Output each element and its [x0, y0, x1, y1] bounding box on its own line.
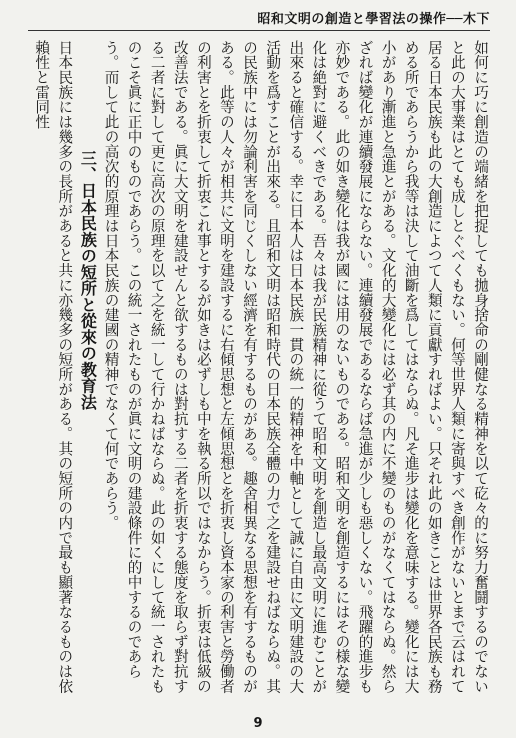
page-number: 9: [253, 716, 263, 731]
running-header: 下木──作操の法習學と造創の明文和昭: [257, 12, 490, 27]
body-paragraph: 如何に巧に創造の端緒を把捉しても拋身捨命の剛健なる精神を以て矻々的に努力奮鬪するのでないと此の大事業はとても成しとぐべくもない。何等世界人類に寄與すべき創作がないとまで云はれて居る日本民族も此の大創造によつて人類に貢獻すればよい。只それ此の如きことは世界各民族も務める所であらうから我等は決して油斷を爲してはならぬ。凡そ進步は變化を意味する。變化には大小があり漸進と急進とがある。文化的大變化には必ず其の内に不變のものがなくてはならぬ。然らざれば變化が連續發展にならない。連續發展であるならば急進が少しも惡しくない。飛躍的進步も亦妙である。此の如き變化は我が國には用のないものである。昭和文明を創造するにはその様な變化は絶對に避くべきである。吾々は我が民族精神に從うて昭和文明を創造し最高文明に進むことが出來ると確信する。幸に日本人は日本民族一貫の統一的精神を中軸として誠に自由に文明建設の大活動を爲すことが出來る。且昭和文明は昭和時代の日本民族全體の力で之を建設せねばならぬ。其の民族中には勿論利害を同じくしない經濟を有するものがある。趣舍相異なる思想を有するものがある。此等の人々が相共に文明を建設するに右傾思想と左傾思想とを折衷し資本家の利害と勞働者の利害とを折衷して折衷これ事とするが如きは必ずしも中を執る所以ではなからう。折衷は低級の改善法である。眞に大文明を建設せんと欲するものは對抗する二者を折衷する態度を取らず對抗する二者に對して更に高次の原理を以て之を統一して行かねばならぬ。此の如くにして統一されたものこそ眞に正中のものであらう。この統一されたものが眞に文明の建設條件に的中するのであらう。而して此の高次的原理は日本民族の建國の精神でなくて何であらう。: [102, 40, 489, 694]
section-heading: 三、日本民族の短所と從來の教育法: [78, 150, 98, 410]
section-paragraph: 日本民族には幾多の長所があると共に亦幾多の短所がある。其の短所の内で最も顯著なるものは依賴性と雷同性: [33, 40, 74, 694]
main-text-column: [32, 40, 492, 702]
header-rule: [28, 30, 490, 31]
